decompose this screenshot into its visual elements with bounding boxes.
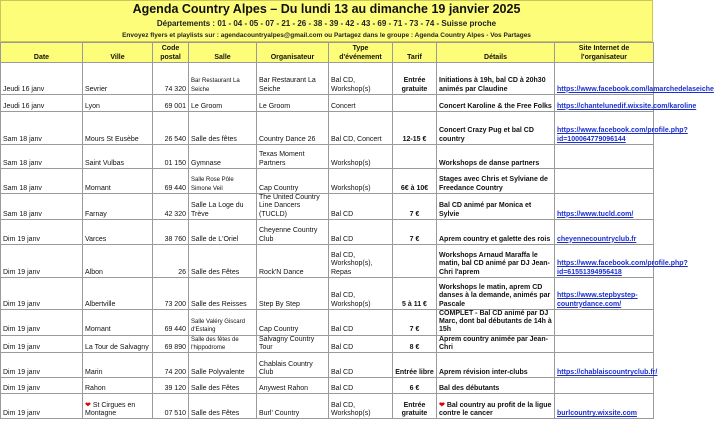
cell-type: Workshop(s) [329, 169, 393, 194]
website-link[interactable]: https://chablaiscountryclub.fr/ [557, 369, 658, 377]
cell-date: Dim 19 janv [1, 353, 83, 378]
flyers-line: Envoyez flyers et playlists sur : agendacountryalpes@gmail.com ou Partagez dans le groupe : Agenda Country Alpes - Vos Partages [122, 32, 531, 39]
website-link[interactable]: https://chantelunedif.wixsite.com/karoline [557, 102, 697, 110]
cell-date: Jeudi 16 janv [1, 63, 83, 95]
cell-type: Bal CD [329, 378, 393, 394]
cell-date: Sam 18 janv [1, 145, 83, 169]
cell-code-postal: 69 440 [153, 309, 189, 335]
cell-site[interactable] [555, 394, 654, 419]
cell-ville: Mornant [83, 309, 153, 335]
cell-details: Concert Crazy Pug et bal CD country [437, 112, 555, 145]
cell-tarif: Entrée libre [393, 353, 437, 378]
cell-salle: Salle de L'Oriel [189, 219, 257, 244]
cell-details: Initiations à 19h, bal CD à 20h30 animés par Claudine [437, 63, 555, 95]
table-row [1, 63, 654, 95]
table-body [1, 63, 714, 419]
cell-site [555, 169, 654, 194]
table-row [1, 353, 654, 378]
cell-salle: Salle La Loge du Trève [189, 194, 257, 220]
cell-organisateur: Le Groom [257, 95, 329, 112]
cell-organisateur: Cap Country [257, 169, 329, 194]
cell-details: Stages avec Chris et Sylviane de Freedance Country [437, 169, 555, 194]
cell-details: COMPLET - Bal CD animé par DJ Marc, dont bal débutants de 14h à 15h [437, 309, 555, 335]
cell-tarif: 6€ à 10€ [393, 169, 437, 194]
col-header-type: Type d'événement [329, 43, 393, 63]
cell-details: Aprem country animée par Jean-Chri [437, 335, 555, 353]
cell-type: Bal CD, Workshop(s) [329, 63, 393, 95]
cell-type: Bal CD [329, 219, 393, 244]
website-link[interactable]: https://www.tucld.com/ [557, 210, 634, 218]
cell-site [555, 378, 654, 394]
col-header-ville: Ville [83, 43, 153, 63]
cell-organisateur: Rock'N Dance [257, 244, 329, 277]
website-link[interactable]: https://www.facebook.com/lamarchedelaseiche [557, 85, 714, 93]
cell-date: Dim 19 janv [1, 244, 83, 277]
cell-organisateur: Salvagny Country Tour [257, 335, 329, 353]
cell-tarif: 7 € [393, 194, 437, 220]
table-row [1, 309, 654, 335]
cell-organisateur: Chablais Country Club [257, 353, 329, 378]
cell-salle: Salle des Fêtes [189, 378, 257, 394]
cell-tarif: Entrée gratuite [393, 394, 437, 419]
table-row [1, 394, 654, 419]
cell-organisateur: Step By Step [257, 277, 329, 309]
heart-icon: ❤ [439, 401, 445, 409]
cell-details: Aprem révision inter-clubs [437, 353, 555, 378]
cell-tarif: 5 à 11 € [393, 277, 437, 309]
cell-organisateur: The United Country Line Dancers (TUCLD) [257, 194, 329, 220]
cell-details: ❤ Bal country au profit de la ligue contre le cancer [437, 394, 555, 419]
cell-type: Bal CD, Workshop(s) [329, 394, 393, 419]
website-link[interactable]: burlcountry.wixsite.com [557, 410, 637, 418]
cell-organisateur: Country Dance 26 [257, 112, 329, 145]
cell-date: Dim 19 janv [1, 335, 83, 353]
cell-site[interactable] [555, 95, 697, 112]
cell-date: Sam 18 janv [1, 169, 83, 194]
cell-tarif [393, 95, 437, 112]
cell-details: Workshops de danse partners [437, 145, 555, 169]
col-header-details: Détails [437, 43, 555, 63]
page-title: Agenda Country Alpes – Du lundi 13 au dimanche 19 janvier 2025 [132, 2, 521, 16]
cell-code-postal: 69 001 [153, 95, 189, 112]
cell-code-postal: 74 320 [153, 63, 189, 95]
cell-ville: Albon [83, 244, 153, 277]
cell-type: Bal CD, Concert [329, 112, 393, 145]
cell-code-postal: 26 [153, 244, 189, 277]
cell-type: Bal CD [329, 353, 393, 378]
cell-code-postal: 73 200 [153, 277, 189, 309]
cell-code-postal: 07 510 [153, 394, 189, 419]
cell-tarif: Entrée gratuite [393, 63, 437, 95]
cell-code-postal: 01 150 [153, 145, 189, 169]
cell-date: Dim 19 janv [1, 378, 83, 394]
cell-type: Workshop(s) [329, 145, 393, 169]
cell-date: Sam 18 janv [1, 112, 83, 145]
cell-salle: Gymnase [189, 145, 257, 169]
cell-ville: Mornant [83, 169, 153, 194]
cell-details: Workshops Arnaud Maraffa le matin, bal CD animé par DJ Jean-Chri l'aprem [437, 244, 555, 277]
cell-date: Jeudi 16 janv [1, 95, 83, 112]
website-link[interactable]: https://www.facebook.com/profile.php?id=61551394956418 [557, 260, 688, 276]
cell-site[interactable] [555, 277, 654, 309]
cell-salle: Salle des Fêtes [189, 394, 257, 419]
cell-tarif [393, 145, 437, 169]
cell-salle: Salle Polyvalente [189, 353, 257, 378]
col-header-tarif: Tarif [393, 43, 437, 63]
cell-ville: ❤ St Cirgues en Montagne [83, 394, 153, 419]
cell-type: Bal CD, Workshop(s) [329, 277, 393, 309]
cell-salle: Salle Rose Pôle Simone Veil [189, 169, 257, 194]
cell-code-postal: 39 120 [153, 378, 189, 394]
departments-line: Départements : 01 - 04 - 05 - 07 - 21 - 26 - 38 - 39 - 42 - 43 - 69 - 71 - 73 - 74 - Suisse proche [156, 19, 497, 28]
cell-organisateur: Burl' Country [257, 394, 329, 419]
cell-code-postal: 42 320 [153, 194, 189, 220]
cell-site[interactable] [555, 353, 658, 378]
cell-code-postal: 26 540 [153, 112, 189, 145]
cell-details: Workshops le matin, aprem CD danses à la demande, animés par Pascale [437, 277, 555, 309]
cell-tarif: 7 € [393, 309, 437, 335]
cell-date: Sam 18 janv [1, 194, 83, 220]
cell-type: Bal CD, Workshop(s), Repas [329, 244, 393, 277]
cell-tarif: 7 € [393, 219, 437, 244]
cell-organisateur: Cap Country [257, 309, 329, 335]
cell-details: Aprem country et galette des rois [437, 219, 555, 244]
cell-ville: Varces [83, 219, 153, 244]
table-row [1, 219, 654, 244]
cell-tarif: 6 € [393, 378, 437, 394]
cell-details: Bal des débutants [437, 378, 555, 394]
cell-code-postal: 69 440 [153, 169, 189, 194]
table-row [1, 169, 654, 194]
cell-ville: Farnay [83, 194, 153, 220]
cell-type: Bal CD [329, 194, 393, 220]
cell-organisateur: Anywest Rahon [257, 378, 329, 394]
table-row [1, 95, 654, 112]
col-header-salle: Salle [189, 43, 257, 63]
table-header-row [1, 43, 654, 63]
cell-tarif [393, 244, 437, 277]
cell-site[interactable] [555, 194, 654, 220]
cell-salle: Salle des Fêtes [189, 244, 257, 277]
table-row [1, 145, 654, 169]
cell-salle: Le Groom [189, 95, 257, 112]
cell-salle: Bar Restaurant La Seiche [189, 63, 257, 95]
table-row [1, 378, 654, 394]
cell-organisateur: Bar Restaurant La Seiche [257, 63, 329, 95]
cell-ville: Mours St Eusèbe [83, 112, 153, 145]
cell-date: Dim 19 janv [1, 394, 83, 419]
cell-ville: Lyon [83, 95, 153, 112]
cell-site [555, 335, 654, 353]
cell-ville: Rahon [83, 378, 153, 394]
heart-icon: ❤ [85, 401, 91, 409]
cell-ville: Albertville [83, 277, 153, 309]
cell-organisateur: Texas Moment Partners [257, 145, 329, 169]
cell-site[interactable] [555, 244, 688, 277]
cell-site[interactable] [555, 219, 654, 244]
col-header-date: Date [1, 43, 83, 63]
cell-site [555, 145, 654, 169]
cell-site[interactable] [555, 112, 688, 145]
cell-ville: La Tour de Salvagny [83, 335, 153, 353]
header-banner [0, 0, 653, 42]
cell-code-postal: 74 200 [153, 353, 189, 378]
cell-date: Dim 19 janv [1, 309, 83, 335]
table-row [1, 277, 654, 309]
website-link[interactable]: cheyennecountryclub.fr [557, 235, 637, 243]
col-header-organisateur: Organisateur [257, 43, 329, 63]
cell-code-postal: 69 890 [153, 335, 189, 353]
cell-site [555, 309, 654, 335]
cell-salle: Salle des Reisses [189, 277, 257, 309]
events-table [0, 42, 714, 419]
table-row [1, 244, 654, 277]
cell-salle: Salle des fêtes [189, 112, 257, 145]
table-row [1, 194, 654, 220]
cell-ville: Saint Vulbas [83, 145, 153, 169]
website-link[interactable]: https://www.facebook.com/profile.php?id=100064779096144 [557, 127, 688, 143]
cell-ville: Sevrier [83, 63, 153, 95]
cell-salle: Salle Valéry Giscard d'Estaing [189, 309, 257, 335]
col-header-code-postal: Code postal [153, 43, 189, 63]
cell-date: Dim 19 janv [1, 219, 83, 244]
cell-details: Concert Karoline & the Free Folks [437, 95, 555, 112]
cell-date: Dim 19 janv [1, 277, 83, 309]
col-header-site: Site Internet de l'organisateur [555, 43, 654, 63]
cell-type: Bal CD [329, 335, 393, 353]
cell-site[interactable] [555, 63, 714, 95]
cell-ville: Marin [83, 353, 153, 378]
website-link[interactable]: https://www.stepbystep-countrydance.com/ [557, 292, 638, 308]
cell-organisateur: Cheyenne Country Club [257, 219, 329, 244]
cell-salle: Salle des fêtes de l'hippodrome [189, 335, 257, 353]
table-row [1, 112, 654, 145]
cell-tarif: 8 € [393, 335, 437, 353]
cell-type: Concert [329, 95, 393, 112]
cell-details: Bal CD animé par Monica et Sylvie [437, 194, 555, 220]
table-row [1, 335, 654, 353]
cell-code-postal: 38 760 [153, 219, 189, 244]
cell-tarif: 12-15 € [393, 112, 437, 145]
cell-type: Bal CD [329, 309, 393, 335]
